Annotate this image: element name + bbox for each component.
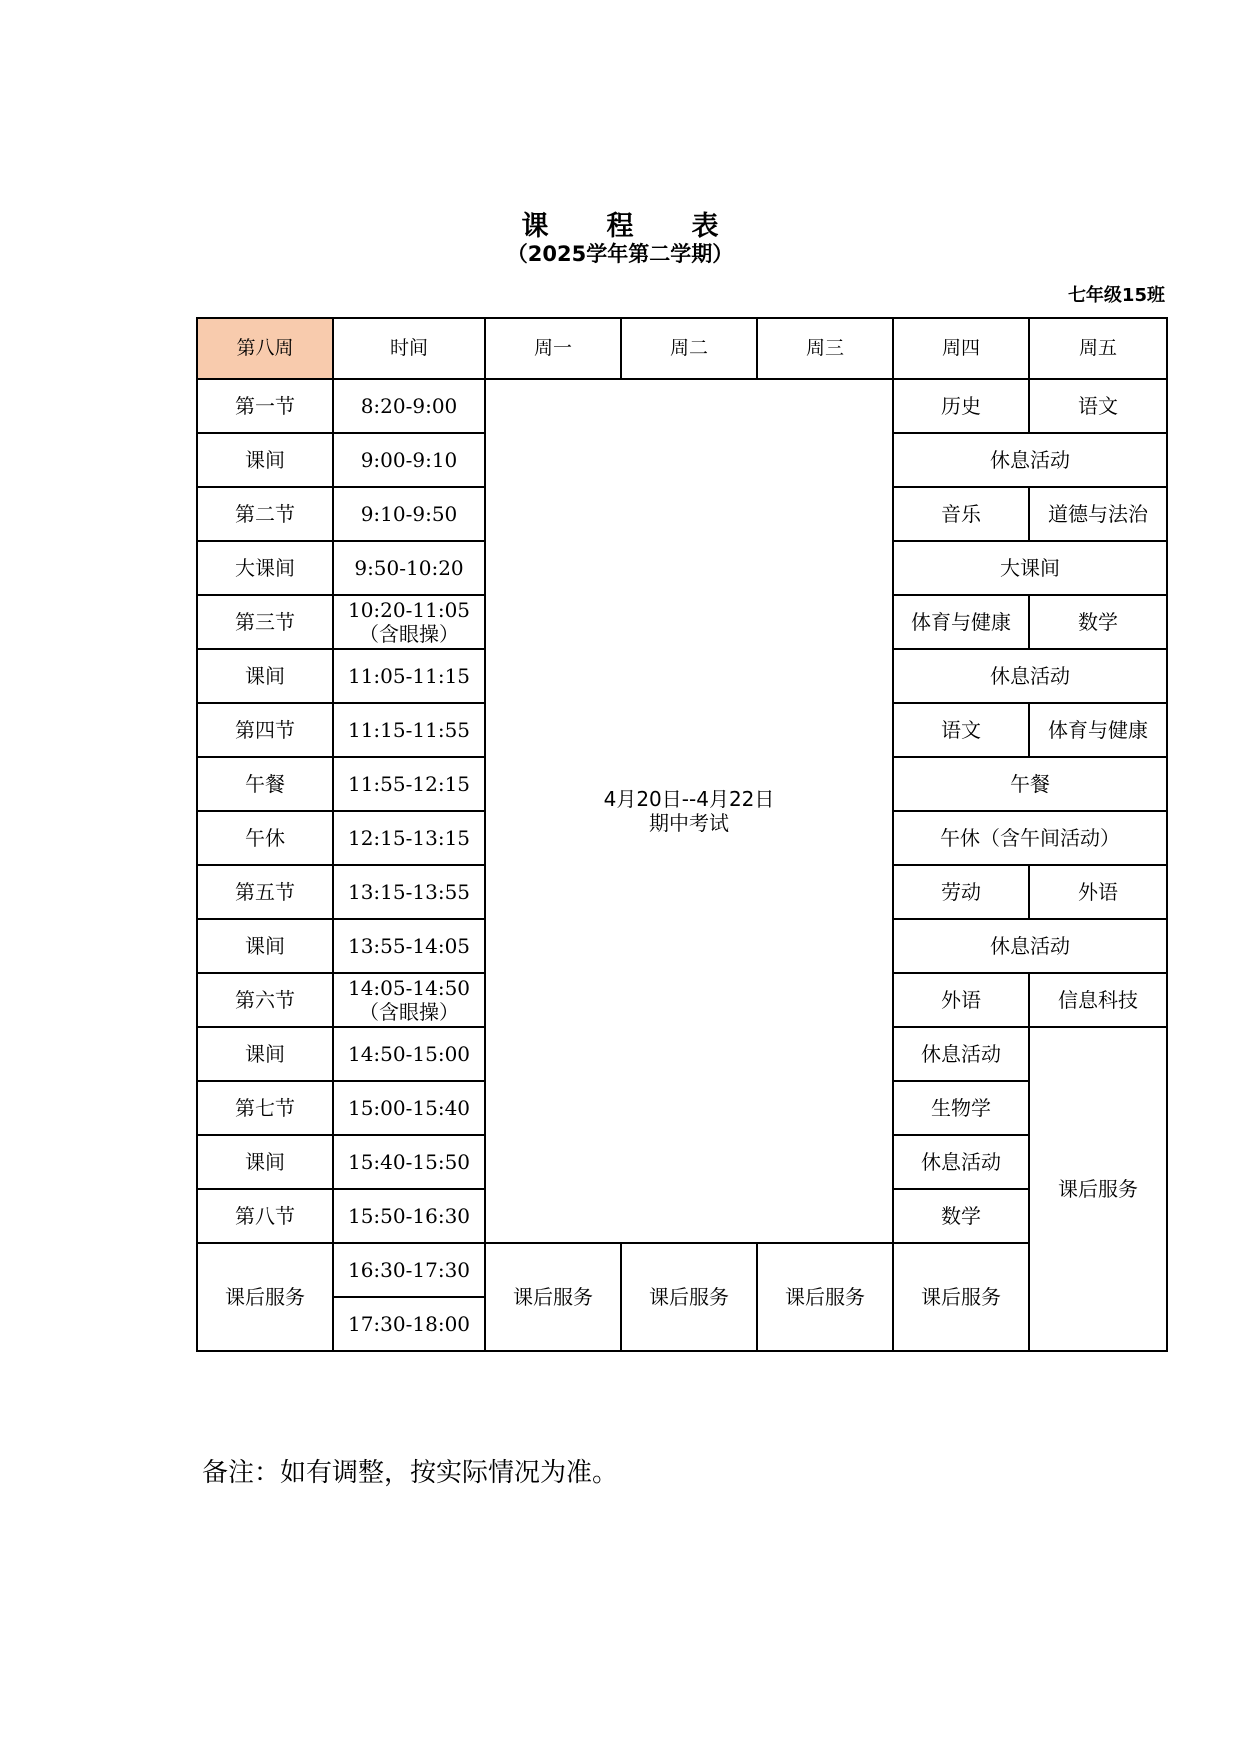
period-cell: 第二节	[197, 487, 333, 541]
time-cell: 16:30-17:30	[333, 1243, 485, 1297]
class-label: 七年级15班	[1067, 285, 1165, 306]
week-header: 第八周	[197, 318, 333, 379]
time-cell: 15:00-15:40	[333, 1081, 485, 1135]
time-cell: 15:40-15:50	[333, 1135, 485, 1189]
time-cell: 8:20-9:00	[333, 379, 485, 433]
time-note: （含眼操）	[359, 1000, 459, 1024]
page-title: 课程表	[521, 211, 777, 242]
thu-class-cell: 外语	[893, 973, 1029, 1027]
period-cell: 第四节	[197, 703, 333, 757]
fri-class-cell: 道德与法治	[1029, 487, 1167, 541]
time-cell: 9:10-9:50	[333, 487, 485, 541]
mon-after-school-cell: 课后服务	[485, 1243, 621, 1351]
thu-class-cell: 数学	[893, 1189, 1029, 1243]
thu-class-cell: 休息活动	[893, 1135, 1029, 1189]
header-row	[197, 318, 1167, 379]
mon-header: 周一	[485, 318, 621, 379]
thu-class-cell: 体育与健康	[893, 595, 1029, 649]
thu-class-cell: 生物学	[893, 1081, 1029, 1135]
time-note: （含眼操）	[359, 622, 459, 646]
period-cell: 课间	[197, 433, 333, 487]
tue-after-school-cell: 课后服务	[621, 1243, 757, 1351]
thu-class-cell: 休息活动	[893, 1027, 1029, 1081]
time-cell: 9:00-9:10	[333, 433, 485, 487]
period-cell: 第五节	[197, 865, 333, 919]
time-cell: 17:30-18:00	[333, 1297, 485, 1351]
period-cell: 第六节	[197, 973, 333, 1027]
fri-class-cell: 信息科技	[1029, 973, 1167, 1027]
period-cell: 课间	[197, 649, 333, 703]
wed-after-school-cell: 课后服务	[757, 1243, 893, 1351]
time-header: 时间	[333, 318, 485, 379]
thu-class-cell: 语文	[893, 703, 1029, 757]
thu-class-cell: 劳动	[893, 865, 1029, 919]
time-cell: 13:15-13:55	[333, 865, 485, 919]
time-cell: 11:05-11:15	[333, 649, 485, 703]
time-range: 10:20-11:05	[347, 598, 471, 622]
table-row	[197, 1243, 1167, 1297]
fri-class-cell: 外语	[1029, 865, 1167, 919]
page-subtitle: （2025学年第二学期）	[506, 242, 734, 266]
merged-activity-cell: 休息活动	[893, 919, 1167, 973]
period-cell: 第八节	[197, 1189, 333, 1243]
fri-after-school-cell: 课后服务	[1029, 1027, 1167, 1351]
table-row	[197, 379, 1167, 433]
fri-class-cell: 语文	[1029, 379, 1167, 433]
thu-class-cell: 历史	[893, 379, 1029, 433]
exam-label: 期中考试	[649, 811, 729, 835]
merged-activity-cell: 休息活动	[893, 649, 1167, 703]
after-school-period-cell: 课后服务	[197, 1243, 333, 1351]
period-cell: 午餐	[197, 757, 333, 811]
period-cell: 第一节	[197, 379, 333, 433]
footnote: 备注：如有调整，按实际情况为准。	[202, 1458, 619, 1488]
thu-after-school-cell: 课后服务	[893, 1243, 1029, 1351]
merged-activity-cell: 午餐	[893, 757, 1167, 811]
time-range: 14:05-14:50	[347, 976, 471, 1000]
time-cell	[333, 973, 485, 1027]
time-cell: 11:55-12:15	[333, 757, 485, 811]
time-cell: 14:50-15:00	[333, 1027, 485, 1081]
merged-activity-cell: 午休（含午间活动）	[893, 811, 1167, 865]
period-cell: 课间	[197, 1135, 333, 1189]
thu-class-cell: 音乐	[893, 487, 1029, 541]
thu-header: 周四	[893, 318, 1029, 379]
time-cell: 9:50-10:20	[333, 541, 485, 595]
period-cell: 午休	[197, 811, 333, 865]
period-cell: 课间	[197, 1027, 333, 1081]
period-cell: 课间	[197, 919, 333, 973]
wed-header: 周三	[757, 318, 893, 379]
merged-activity-cell: 大课间	[893, 541, 1167, 595]
fri-class-cell: 体育与健康	[1029, 703, 1167, 757]
time-cell	[333, 595, 485, 649]
time-cell: 11:15-11:55	[333, 703, 485, 757]
time-cell: 15:50-16:30	[333, 1189, 485, 1243]
exam-block	[485, 379, 893, 1243]
fri-class-cell: 数学	[1029, 595, 1167, 649]
exam-dates: 4月20日--4月22日	[603, 787, 775, 811]
period-cell: 第三节	[197, 595, 333, 649]
time-cell: 12:15-13:15	[333, 811, 485, 865]
tue-header: 周二	[621, 318, 757, 379]
fri-header: 周五	[1029, 318, 1167, 379]
period-cell: 大课间	[197, 541, 333, 595]
time-cell: 13:55-14:05	[333, 919, 485, 973]
merged-activity-cell: 休息活动	[893, 433, 1167, 487]
schedule-table	[196, 317, 1168, 1352]
period-cell: 第七节	[197, 1081, 333, 1135]
